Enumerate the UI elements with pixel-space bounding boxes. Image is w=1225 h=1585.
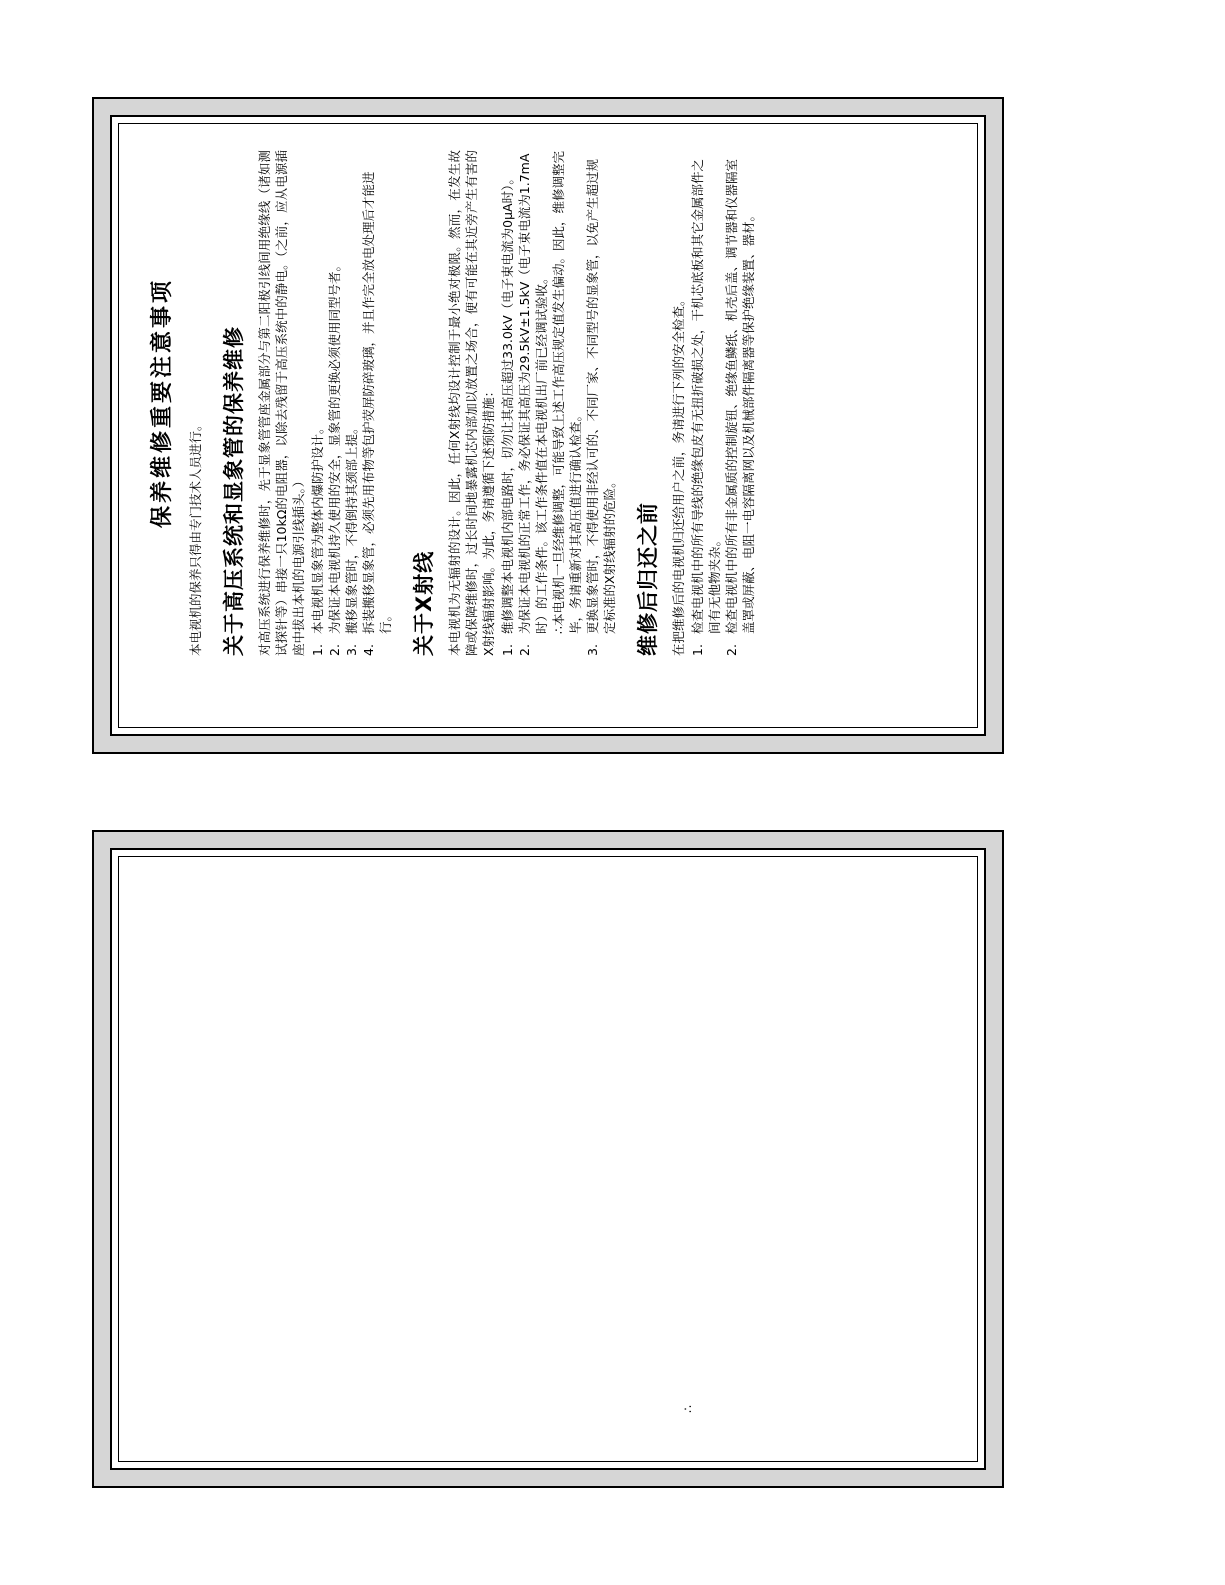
- list-item: 2. 为保证本电视机的正常工作，务必保证其高压为29.5kV±1.5kV（电子束电流为1.7mA时）的工作条件。该工作条件值在本电视机出厂前已经调试验收。: [517, 153, 549, 656]
- list-item: 4. 拆装搬移显象管，必须先用布物等包护荧屏防碎玻璃，并且作完全放电处理后才能进行。: [361, 171, 393, 656]
- section-paragraph: 在把维修后的电视机归还给用户之前，务请进行下列的安全检查。: [671, 293, 686, 656]
- list-item: 3. 更换显象管时，不得使用非经认可的、不同厂家、不同型号的显象管，以免产生超过规定标准的X射线辐射的危险。: [585, 158, 617, 656]
- list-item: 2. 检查电视机中的所有非金属质的控制旋钮、绝缘鱼鳞纸、机壳后盖、调节器和仪器隔室盖罩或屏蔽、电阻一电容隔离网以及机械部件隔离器等保护绝缘装置、器材。: [724, 158, 756, 656]
- sub-note: ∴本电视机一旦经维修调整，可能导致上述工作高压规定值发生偏动。因此，维修调整完毕，务请重新对其高压值进行确认检查。: [551, 151, 583, 634]
- frame-content-area: [118, 856, 978, 1462]
- section-list: [499, 150, 550, 656]
- intro-text: 本电视机的保养只得由专门技术人员进行。: [188, 418, 203, 656]
- stray-mark: ∴: [680, 1405, 695, 1413]
- frame-inner-border: [110, 848, 986, 1470]
- document-frame-bottom: [92, 830, 1004, 1488]
- document-frame-top: [92, 97, 1004, 754]
- list-item: 1. 检查电视机中的所有导线的绝缘包皮有无扭折破损之处，干机芯底板和其它金属部件之间有无他物夹杂。: [690, 158, 722, 656]
- section-paragraph: 对高压系统进行保养维修时，先于显象管管座金属部分与第二阳极引线间用绝缘线（诸如测试探针等）串接一只10kΩ的电阻器，以除去残留于高压系统中的静电。（之前，应从电源插座中拔出本机的电源引线插头。）: [257, 150, 306, 656]
- frame-inner-border: [110, 115, 986, 736]
- frame-content-area: [118, 123, 978, 728]
- section-list: [309, 150, 394, 656]
- section-list: [584, 150, 618, 656]
- list-item: 1. 本电视机显象管为整体内爆防护设计。: [310, 421, 325, 656]
- section-heading-before-return: 维修后归还之前: [636, 502, 660, 656]
- rotated-document-body: [119, 124, 959, 704]
- section-list: [689, 150, 757, 656]
- document-title: 保养维修重要注意事项: [150, 278, 175, 529]
- section-heading-high-voltage: 关于高压系统和显象管的保养维修: [222, 326, 246, 656]
- list-item: 2. 为保证本电视机持久使用的安全，显象管的更换必须使用同型号者。: [327, 258, 342, 656]
- section-paragraph: 本电视机为无辐射的设计。因此，任何X射线均设计控制于最小绝对极限。然而，在发生故障或保障维修时，过长时间地暴露机芯内部加以放置之场合，便有可能在其近旁产生有害的X射线辐射影响。为此，务请遵循下述预防措施：: [447, 150, 496, 656]
- list-item: 3. 搬移显象管时，不得倒持其颈部上提。: [344, 421, 359, 656]
- section-heading-x-ray: 关于X射线: [412, 550, 436, 656]
- list-item: 1. 维修调整本电视机内部电路时，切勿让其高压超过33.0kV（电子束电流为0μA时）。: [500, 172, 515, 656]
